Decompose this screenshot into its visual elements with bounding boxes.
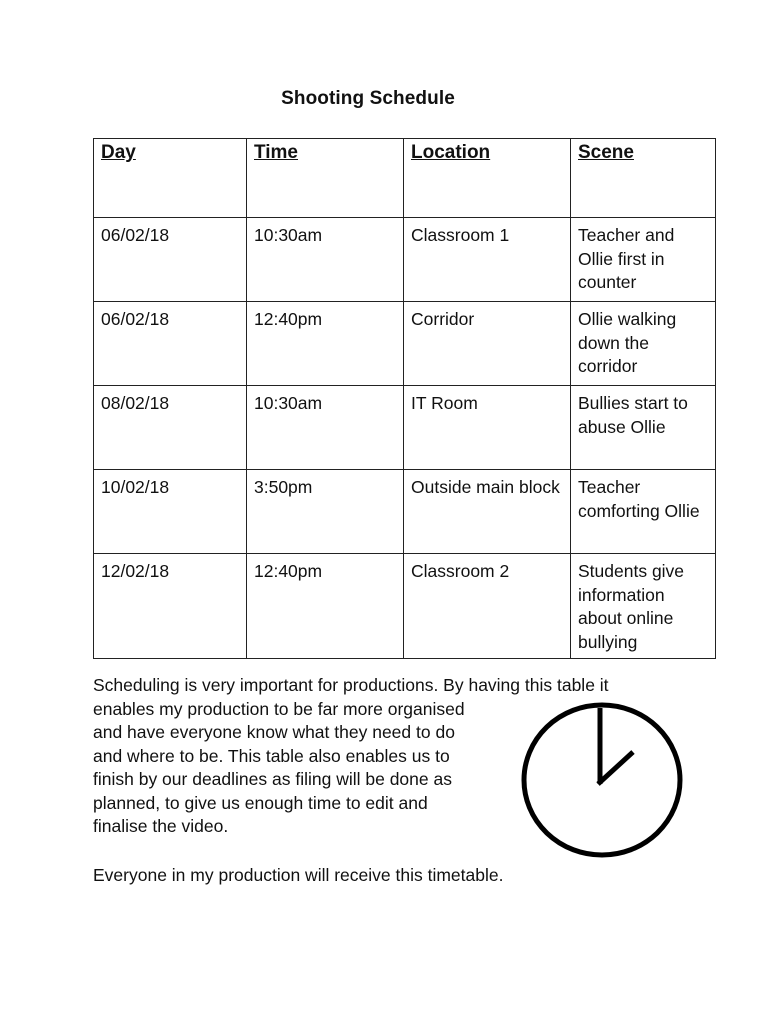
- paragraph-line: Scheduling is very important for productions. By having this table it: [93, 675, 609, 695]
- title-text: Shooting Schedule: [281, 88, 455, 109]
- cell-day: 06/02/18: [94, 302, 247, 386]
- cell-time: 10:30am: [247, 386, 404, 470]
- cell-scene: Teacher and Ollie first in counter: [571, 218, 716, 302]
- cell-day: 08/02/18: [94, 386, 247, 470]
- cell-time: 12:40pm: [247, 302, 404, 386]
- header-location: Location: [404, 139, 571, 218]
- table-header-row: [94, 139, 716, 218]
- cell-location: Corridor: [404, 302, 571, 386]
- cell-location: Outside main block: [404, 470, 571, 554]
- table-row: [94, 470, 716, 554]
- header-day: Day: [94, 139, 247, 218]
- paragraph-line: and have everyone know what they need to do: [93, 722, 455, 742]
- cell-location: Classroom 2: [404, 554, 571, 659]
- cell-day: 12/02/18: [94, 554, 247, 659]
- clock-icon: [518, 700, 688, 860]
- cell-location: Classroom 1: [404, 218, 571, 302]
- header-time: Time: [247, 139, 404, 218]
- cell-scene: Teacher comforting Ollie: [571, 470, 716, 554]
- paragraph-line: finalise the video.: [93, 816, 229, 836]
- paragraph-line: and where to be. This table also enables us to: [93, 745, 450, 766]
- table-row: [94, 302, 716, 386]
- table-row: [94, 554, 716, 659]
- cell-time: 3:50pm: [247, 470, 404, 554]
- cell-scene: Ollie walking down the corridor: [571, 302, 716, 386]
- cell-time: 10:30am: [247, 218, 404, 302]
- table-row: [94, 386, 716, 470]
- paragraph-line: finish by our deadlines as filing will be done as: [93, 769, 452, 789]
- paragraph-line: planned, to give us enough time to edit and: [93, 792, 428, 813]
- cell-day: 06/02/18: [94, 218, 247, 302]
- cell-day: 10/02/18: [94, 470, 247, 554]
- cell-scene: Students give information about online bullying: [571, 554, 716, 659]
- timetable-note: Everyone in my production will receive this timetable.: [93, 865, 504, 885]
- page-title: [0, 88, 736, 110]
- header-scene: Scene: [571, 139, 716, 218]
- paragraph-line: enables my production to be far more organised: [93, 698, 465, 719]
- table-row: [94, 218, 716, 302]
- shooting-schedule-table: [93, 138, 716, 659]
- cell-scene: Bullies start to abuse Ollie: [571, 386, 716, 470]
- cell-location: IT Room: [404, 386, 571, 470]
- cell-time: 12:40pm: [247, 554, 404, 659]
